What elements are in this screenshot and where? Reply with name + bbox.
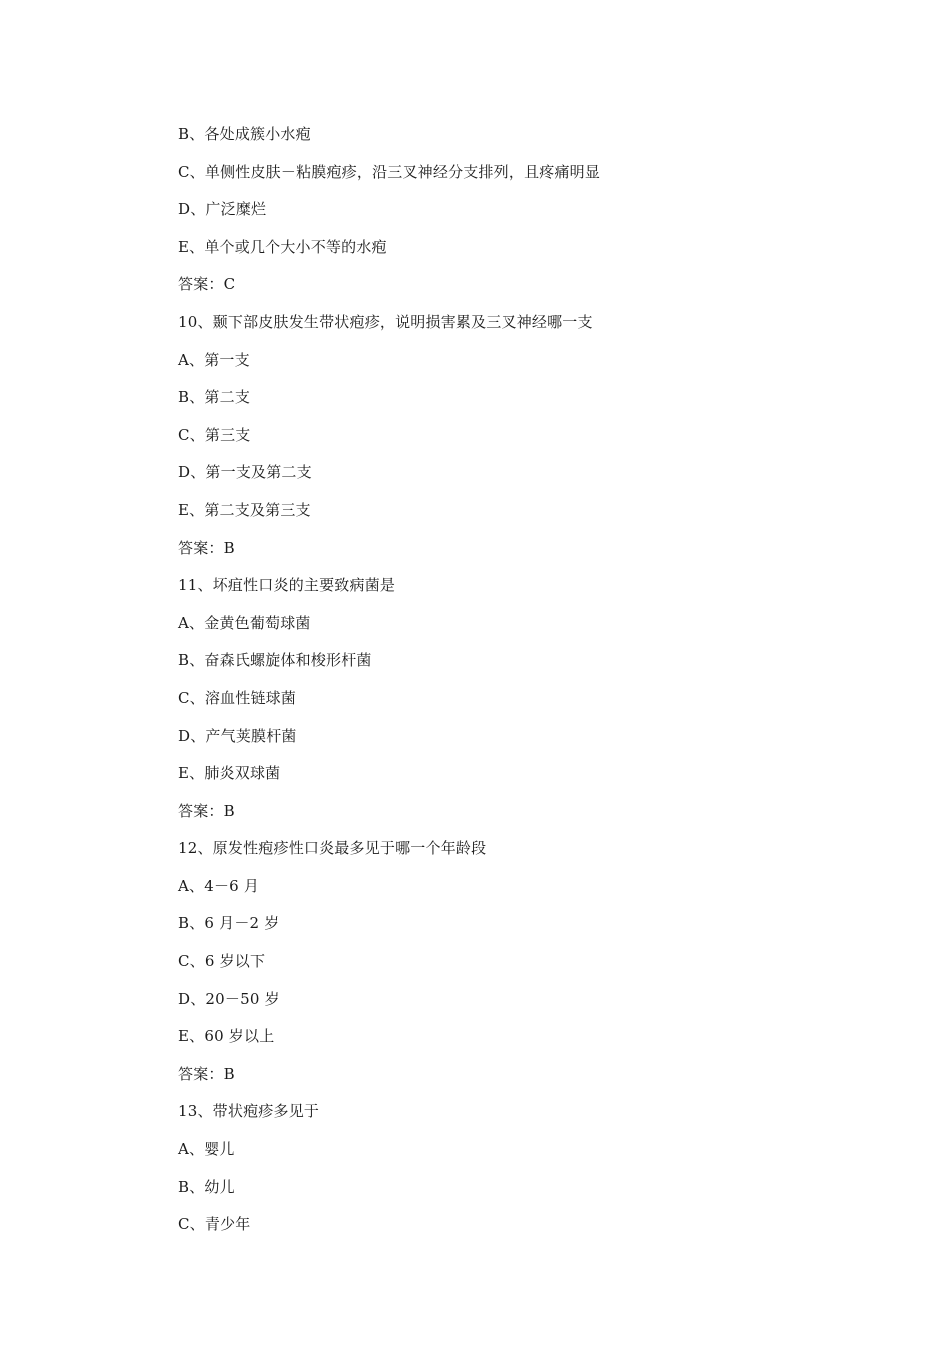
answer-line: 答案：B xyxy=(178,801,235,820)
option-line: C、第三支 xyxy=(178,425,251,444)
option-line: C、6 岁以下 xyxy=(178,952,266,971)
option-line: E、60 岁以上 xyxy=(178,1027,275,1046)
option-line: B、奋森氏螺旋体和梭形杆菌 xyxy=(178,651,372,670)
option-line: D、广泛糜烂 xyxy=(178,200,267,219)
option-line: B、各处成簇小水疱 xyxy=(178,125,311,143)
option-line: E、第二支及第三支 xyxy=(178,500,311,519)
option-line: E、单个或几个大小不等的水疱 xyxy=(178,237,387,256)
option-line: C、单侧性皮肤－粘膜疱疹，沿三叉神经分支排列，且疼痛明显 xyxy=(178,162,601,181)
option-line: C、溶血性链球菌 xyxy=(178,688,297,707)
option-line: D、产气荚膜杆菌 xyxy=(178,726,297,745)
option-line: A、4－6 月 xyxy=(178,876,260,895)
question-line: 12、原发性疱疹性口炎最多见于哪一个年龄段 xyxy=(178,839,487,858)
answer-line: 答案：B xyxy=(178,1064,235,1083)
option-line: C、青少年 xyxy=(178,1215,251,1234)
question-line: 11、坏疽性口炎的主要致病菌是 xyxy=(178,576,396,595)
answer-line: 答案：B xyxy=(178,538,235,557)
option-line: B、6 月－2 岁 xyxy=(178,914,280,933)
answer-line: 答案：C xyxy=(178,275,236,294)
option-line: D、20－50 岁 xyxy=(178,989,280,1008)
option-line: A、第一支 xyxy=(178,350,250,369)
question-line: 10、颞下部皮肤发生带状疱疹，说明损害累及三叉神经哪一支 xyxy=(178,312,593,331)
option-line: E、肺炎双球菌 xyxy=(178,764,281,783)
option-line: A、金黄色葡萄球菌 xyxy=(178,613,311,632)
option-line: B、幼儿 xyxy=(178,1177,235,1196)
option-line: A、婴儿 xyxy=(178,1140,235,1159)
option-line: B、第二支 xyxy=(178,388,251,407)
option-line: D、第一支及第二支 xyxy=(178,463,312,482)
question-line: 13、带状疱疹多见于 xyxy=(178,1102,320,1121)
question-text-block xyxy=(178,121,878,1249)
